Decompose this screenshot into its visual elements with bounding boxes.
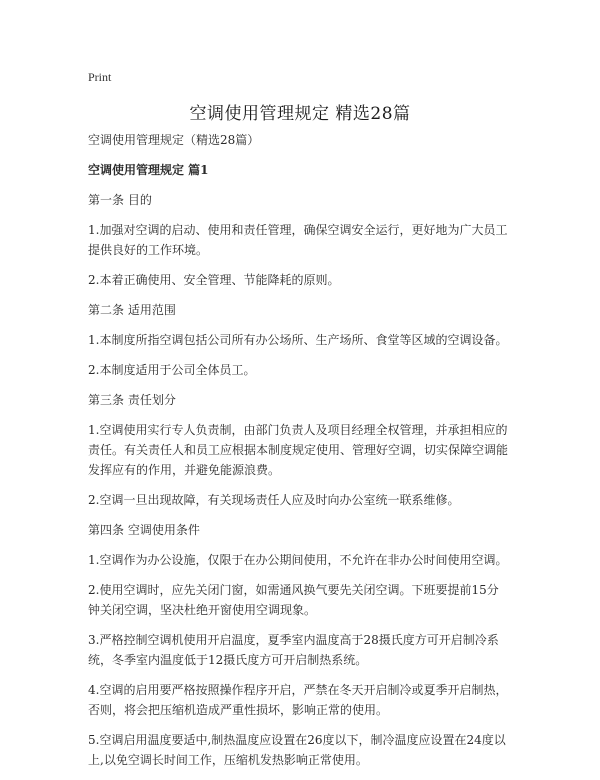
article-4 [88,520,508,770]
article-item: 5.空调启用温度要适中,制热温度应设置在26度以下，制冷温度应设置在24度以上,以免空调长时间工作，压缩机发热影响正常使用。 [88,733,506,767]
section-heading: 空调使用管理规定 篇1 [88,163,209,177]
article-item: 1.加强对空调的启动、使用和责任管理，确保空调安全运行，更好地为广大员工提供良好的工作环境。 [88,223,508,257]
document-title: 空调使用管理规定 精选28篇 [189,104,411,124]
article-1 [88,190,508,290]
document-body [88,130,508,780]
document-subtitle: 空调使用管理规定（精选28篇） [88,133,260,147]
article-item: 2.本着正确使用、安全管理、节能降耗的原则。 [88,273,340,287]
article-item: 4.空调的启用要严格按照操作程序开启，严禁在冬天开启制冷或夏季开启制热，否则，将会把压缩机造成严重性损坏，影响正常的使用。 [88,683,508,717]
article-2 [88,300,508,380]
article-item: 2.使用空调时，应先关闭门窗，如需通风换气要先关闭空调。下班要提前15分钟关闭空调，坚决杜绝开窗使用空调现象。 [88,583,499,617]
article-heading: 第二条 适用范围 [88,303,176,317]
article-item: 3.严格控制空调机使用开启温度，夏季室内温度高于28摄氏度方可开启制冷系统，冬季室内温度低于12摄氏度方可开启制热系统。 [88,633,499,667]
article-heading: 第三条 责任划分 [88,393,176,407]
article-3 [88,390,508,510]
article-item: 2.空调一旦出现故障，有关现场责任人应及时向办公室统一联系维修。 [88,493,460,507]
article-item: 1.空调使用实行专人负责制，由部门负责人及项目经理全权管理，并承担相应的责任。有关责任人和员工应根据本制度规定使用、管理好空调，切实保障空调能发挥应有的作用，并避免能源浪费。 [88,423,509,477]
print-link[interactable]: Print [88,70,112,84]
article-item: 2.本制度适用于公司全体员工。 [88,363,256,377]
article-heading: 第一条 目的 [88,193,152,207]
article-heading: 第四条 空调使用条件 [88,523,200,537]
article-item: 1.空调作为办公设施，仅限于在办公期间使用，不允许在非办公时间使用空调。 [88,553,508,567]
article-item: 1.本制度所指空调包括公司所有办公场所、生产场所、食堂等区域的空调设备。 [88,333,508,347]
